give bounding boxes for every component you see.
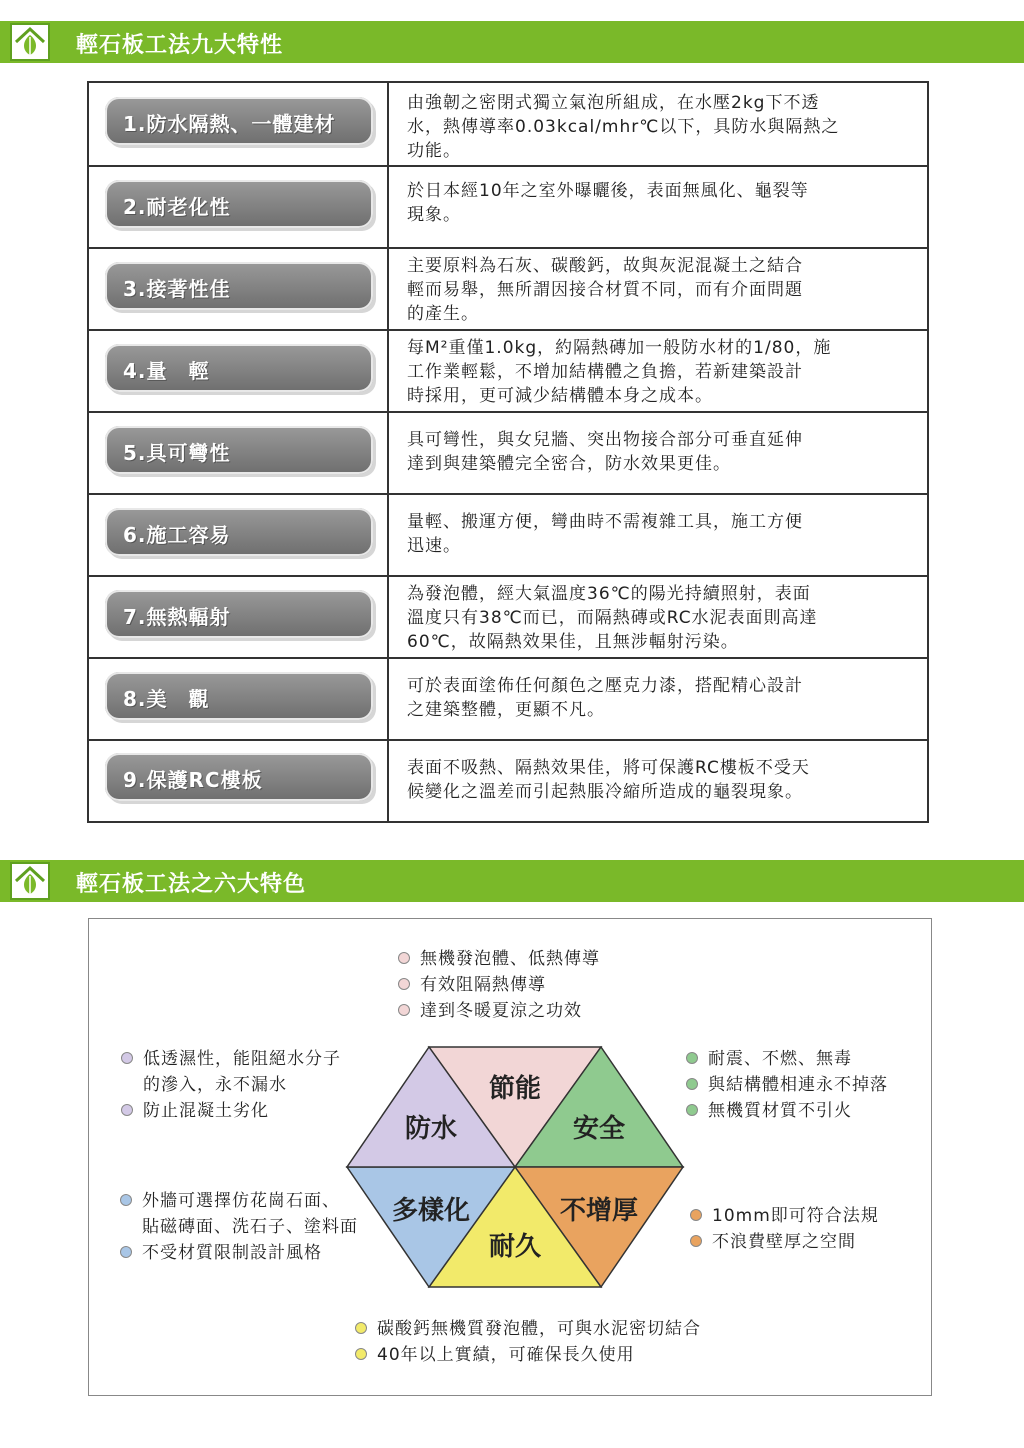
table-row <box>89 83 927 167</box>
description-line: 表面不吸熱、隔熱效果佳，將可保護RC樓板不受天 <box>407 758 810 778</box>
feature-label-pill <box>105 753 373 801</box>
list-item <box>398 946 600 972</box>
list-item <box>690 1203 879 1229</box>
hex-label-lower-right: 不增厚 <box>559 1196 639 1226</box>
feature-label: 6.施工容易 <box>123 523 231 547</box>
house-leaf-icon <box>10 23 50 61</box>
feature-label-pill <box>105 590 373 638</box>
list-item <box>120 1188 358 1214</box>
feature-label: 3.接著性佳 <box>123 277 231 301</box>
list-item <box>686 1098 888 1124</box>
description-line: 於日本經10年之室外曝曬後，表面無風化、龜裂等 <box>407 181 809 201</box>
bullet-dot-icon <box>398 978 410 990</box>
description-line: 候變化之溫差而引起熱脹冷縮所造成的龜裂現象。 <box>407 782 803 802</box>
bullet-dot-icon <box>690 1209 702 1221</box>
feature-label-pill <box>105 508 373 556</box>
description-line: 水，熱傳導率0.03kcal/mhr℃以下，具防水與隔熱之 <box>407 117 840 137</box>
table-row <box>89 741 927 821</box>
row-label-cell <box>89 249 389 329</box>
list-item <box>121 1098 341 1124</box>
list-item <box>121 1072 341 1098</box>
description-line: 為發泡體，經大氣溫度36℃的陽光持續照射，表面 <box>407 584 811 604</box>
row-label-cell <box>89 659 389 739</box>
description-line: 具可彎性，與女兒牆、突出物接合部分可垂直延伸 <box>407 430 803 450</box>
list-item <box>355 1316 701 1342</box>
feature-description <box>407 91 913 163</box>
description-line: 功能。 <box>407 141 461 161</box>
feature-description <box>407 254 913 326</box>
row-label-cell <box>89 167 389 247</box>
feature-description <box>407 179 913 227</box>
feature-label: 5.具可彎性 <box>123 441 231 465</box>
list-item <box>121 1046 341 1072</box>
row-label-cell <box>89 741 389 821</box>
description-line: 主要原料為石灰、碳酸鈣，故與灰泥混凝土之結合 <box>407 256 803 276</box>
table-row <box>89 249 927 331</box>
feature-description <box>407 428 913 476</box>
bullet-dot-icon <box>355 1348 367 1360</box>
house-leaf-icon <box>10 862 50 900</box>
bullet-dot-icon <box>120 1194 132 1206</box>
list-item-text: 的滲入，永不漏水 <box>143 1075 287 1095</box>
feature-description <box>407 582 913 654</box>
description-line: 每M²重僅1.0kg，約隔熱磚加一般防水材的1/80，施 <box>407 338 832 358</box>
hex-label-upper-left: 防水 <box>404 1114 458 1144</box>
list-right-upper <box>686 1046 888 1124</box>
description-line: 的產生。 <box>407 304 479 324</box>
description-line: 迅速。 <box>407 536 461 556</box>
feature-label-pill <box>105 262 373 310</box>
list-bottom <box>355 1316 701 1368</box>
list-top <box>398 946 600 1024</box>
list-item-text: 耐震、不燃、無毒 <box>708 1049 852 1069</box>
bullet-dot-icon <box>690 1235 702 1247</box>
table-row <box>89 577 927 659</box>
list-item-text: 不受材質限制設計風格 <box>142 1243 322 1263</box>
bullet-dot-icon <box>121 1052 133 1064</box>
list-item-text: 達到冬暖夏涼之功效 <box>420 1001 582 1021</box>
section-header-characteristics <box>0 21 1024 63</box>
feature-description <box>407 756 913 804</box>
feature-label: 1.防水隔熱、一體建材 <box>123 112 336 136</box>
list-item-text: 無機質材質不引火 <box>708 1101 852 1121</box>
feature-description <box>407 510 913 558</box>
row-label-cell <box>89 413 389 493</box>
row-label-cell <box>89 331 389 411</box>
row-label-cell <box>89 83 389 165</box>
list-item <box>355 1342 701 1368</box>
hex-label-lower-left: 多樣化 <box>391 1196 471 1226</box>
bullet-dot-icon <box>120 1246 132 1258</box>
list-item <box>120 1240 358 1266</box>
table-row <box>89 413 927 495</box>
bullet-dot-icon <box>686 1052 698 1064</box>
table-row <box>89 659 927 741</box>
bullet-dot-icon <box>398 952 410 964</box>
hex-label-upper-right: 安全 <box>572 1114 626 1144</box>
description-line: 時採用，更可減少結構體本身之成本。 <box>407 386 713 406</box>
table-row <box>89 495 927 577</box>
bullet-dot-icon <box>121 1104 133 1116</box>
list-item-text: 10mm即可符合法規 <box>712 1206 879 1226</box>
description-line: 由強韌之密閉式獨立氣泡所組成，在水壓2kg下不透 <box>407 93 820 113</box>
feature-label-pill <box>105 672 373 720</box>
characteristics-table <box>87 81 929 823</box>
list-item-text: 40年以上實績，可確保長久使用 <box>377 1345 635 1365</box>
table-row <box>89 167 927 249</box>
list-left-lower <box>120 1188 358 1266</box>
feature-label: 7.無熱輻射 <box>123 605 231 629</box>
list-item-text: 與結構體相連永不掉落 <box>708 1075 888 1095</box>
list-item-text: 貼磁磚面、洗石子、塗料面 <box>142 1217 358 1237</box>
list-item <box>686 1072 888 1098</box>
list-item <box>398 998 600 1024</box>
list-item-text: 不浪費壁厚之空間 <box>712 1232 856 1252</box>
description-line: 可於表面塗佈任何顏色之壓克力漆，搭配精心設計 <box>407 676 803 696</box>
description-line: 60℃，故隔熱效果佳，且無涉輻射污染。 <box>407 632 739 652</box>
section-title: 輕石板工法之六大特色 <box>76 871 307 897</box>
section-header-features <box>0 860 1024 902</box>
description-line: 輕而易舉，無所謂因接合材質不同，而有介面問題 <box>407 280 803 300</box>
hex-label-bottom: 耐久 <box>488 1232 542 1262</box>
description-line: 現象。 <box>407 205 461 225</box>
list-right-lower <box>690 1203 879 1255</box>
description-line: 溫度只有38℃而已，而隔熱磚或RC水泥表面則高達 <box>407 608 818 628</box>
list-item <box>398 972 600 998</box>
feature-label-pill <box>105 180 373 228</box>
description-line: 工作業輕鬆，不增加結構體之負擔，若新建築設計 <box>407 362 803 382</box>
list-item-text: 外牆可選擇仿花崗石面、 <box>142 1191 340 1211</box>
bullet-dot-icon <box>355 1322 367 1334</box>
list-item-text: 低透濕性，能阻絕水分子 <box>143 1049 341 1069</box>
list-item <box>690 1229 879 1255</box>
feature-description <box>407 674 913 722</box>
feature-description <box>407 336 913 408</box>
description-line: 達到與建築體完全密合，防水效果更佳。 <box>407 454 731 474</box>
bullet-dot-icon <box>686 1104 698 1116</box>
list-item <box>120 1214 358 1240</box>
row-label-cell <box>89 495 389 575</box>
list-item-text: 防止混凝土劣化 <box>143 1101 269 1121</box>
feature-label-pill <box>105 426 373 474</box>
feature-label: 4.量 輕 <box>123 359 210 383</box>
feature-label: 8.美 觀 <box>123 687 210 711</box>
table-row <box>89 331 927 413</box>
feature-label-pill <box>105 344 373 392</box>
feature-label-pill <box>105 97 373 145</box>
list-item-text: 碳酸鈣無機質發泡體，可與水泥密切結合 <box>377 1319 701 1339</box>
hexagon-diagram <box>343 1045 687 1289</box>
section-title: 輕石板工法九大特性 <box>76 32 284 58</box>
description-line: 之建築整體，更顯不凡。 <box>407 700 605 720</box>
bullet-dot-icon <box>398 1004 410 1016</box>
row-label-cell <box>89 577 389 657</box>
description-line: 量輕、搬運方便，彎曲時不需複雜工具，施工方便 <box>407 512 803 532</box>
hex-label-top: 節能 <box>488 1074 542 1104</box>
list-item <box>686 1046 888 1072</box>
list-item-text: 無機發泡體、低熱傳導 <box>420 949 600 969</box>
feature-label: 2.耐老化性 <box>123 195 231 219</box>
bullet-dot-icon <box>686 1078 698 1090</box>
list-item-text: 有效阻隔熱傳導 <box>420 975 546 995</box>
feature-label: 9.保護RC樓板 <box>123 768 263 792</box>
list-left-upper <box>121 1046 341 1124</box>
